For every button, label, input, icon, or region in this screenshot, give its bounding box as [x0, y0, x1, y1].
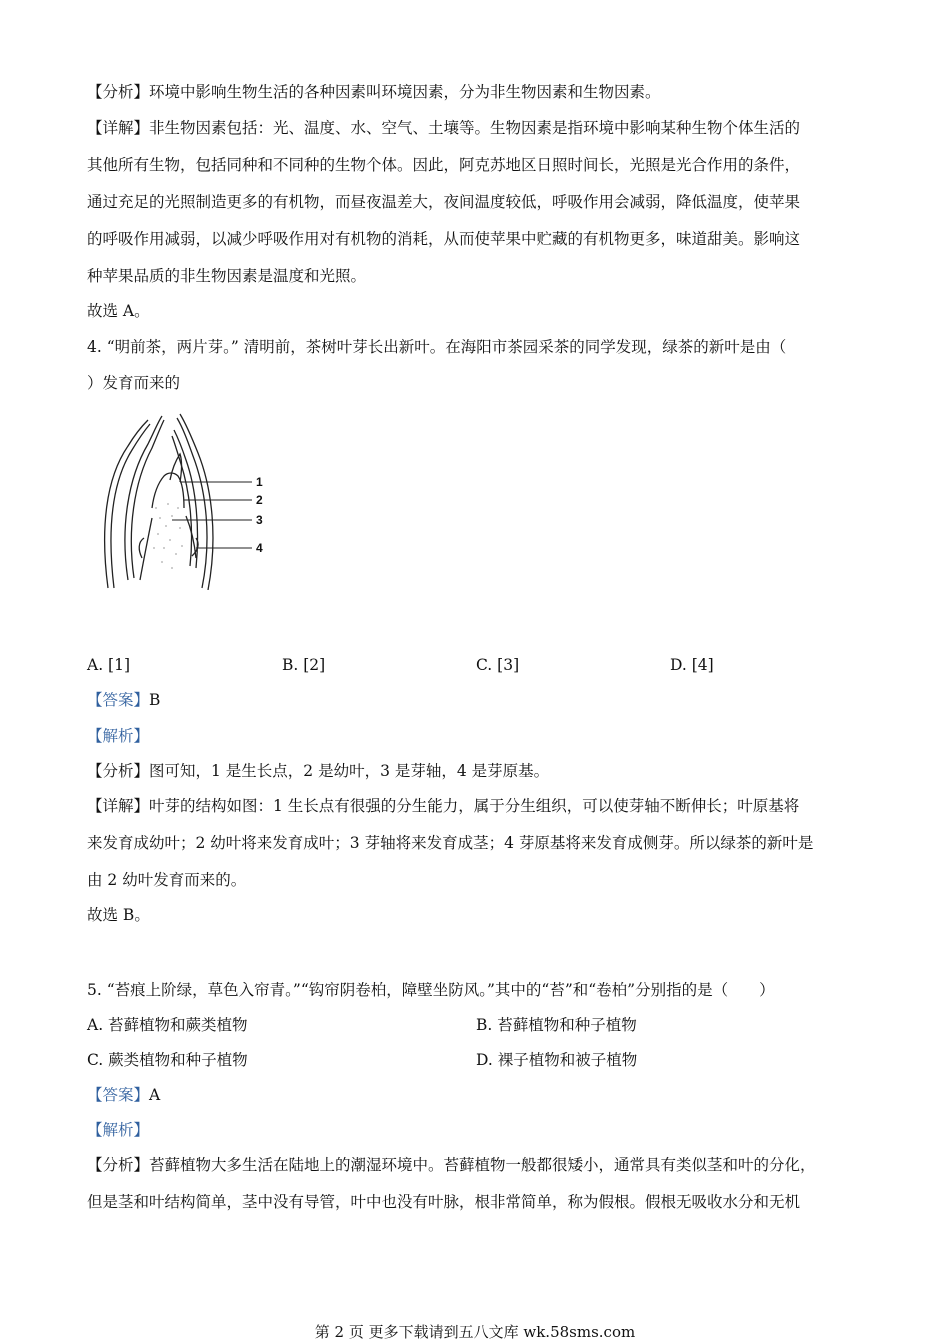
option-a: A. [1] — [87, 656, 131, 674]
paragraph-line: 其他所有生物，包括同种和不同种的生物个体。因此，阿克苏地区日照时间长，光照是光合作用的条件， — [87, 156, 801, 174]
detail-line — [87, 118, 800, 138]
section-tag: 【分析】 — [87, 1156, 150, 1174]
option-c: C. 蕨类植物和种子植物 — [87, 1051, 248, 1069]
paragraph-line: 由 2 幼叶发育而来的。 — [87, 871, 247, 889]
section-tag: 【分析】 — [87, 762, 150, 780]
bud-base — [140, 516, 196, 580]
paragraph-text: 环境中影响生物生活的各种因素叫环境因素，分为非生物因素和生物因素。 — [149, 83, 661, 101]
paragraph-line: 通过充足的光照制造更多的有机物，而昼夜温差大，夜间温度较低，呼吸作用会减弱，降低温度，使苹果 — [87, 193, 801, 211]
paragraph-text: 图可知，1 是生长点，2 是幼叶，3 是芽轴，4 是芽原基。 — [149, 762, 550, 780]
stipple-texture — [153, 503, 182, 568]
figure-label-1: 1 — [256, 475, 263, 489]
answer-tag: 【答案】 — [87, 691, 150, 709]
paragraph-line: 种苹果品质的非生物因素是温度和光照。 — [87, 267, 367, 285]
paragraph-text: 非生物因素包括：光、温度、水、空气、土壤等。生物因素是指环境中影响某种生物个体生活的 — [149, 119, 801, 137]
option-d: D. [4] — [670, 656, 714, 674]
option-a: A. 苔藓植物和蕨类植物 — [87, 1016, 248, 1034]
paragraph-line: 但是茎和叶结构简单，茎中没有导管，叶中也没有叶脉，根非常简单，称为假根。假根无吸收水分和无机 — [87, 1193, 801, 1211]
analysis-line — [87, 761, 549, 781]
analysis-line — [87, 82, 661, 102]
answer-tag: 【答案】 — [87, 1086, 150, 1104]
section-tag: 【详解】 — [87, 119, 150, 137]
page-footer: 第 2 页 更多下载请到五八文库 wk.58sms.com — [314, 1323, 636, 1341]
question-4-stem-cont: ）发育而来的 — [87, 374, 181, 392]
figure-label-3: 3 — [256, 513, 263, 527]
paragraph-text: 苔藓植物大多生活在陆地上的潮湿环境中。苔藓植物一般都很矮小，通常具有类似茎和叶的分化， — [149, 1156, 816, 1174]
option-c: C. [3] — [476, 656, 520, 674]
paragraph-text: 叶芽的结构如图：1 生长点有很强的分生能力，属于分生组织，可以使芽轴不断伸长；叶原基将 — [149, 797, 800, 815]
question-5-stem: 5. “苔痕上阶绿，草色入帘青。”“钩帘阴卷柏，障壁坐防风。”其中的“苔”和“卷柏”分别指的是（ ） — [87, 981, 775, 999]
answer-value: B — [149, 691, 161, 709]
option-d: D. 裸子植物和被子植物 — [476, 1051, 638, 1069]
analysis-line — [87, 1155, 816, 1175]
conclusion-line: 故选 B。 — [87, 906, 150, 924]
explanation-tag: 【解析】 — [87, 727, 150, 745]
section-tag: 【详解】 — [87, 797, 150, 815]
growing-point — [152, 473, 184, 508]
question-4-stem: 4. “明前茶，两片芽。” 清明前，茶树叶芽长出新叶。在海阳市茶园采茶的同学发现，绿茶的新叶是由（ — [87, 338, 787, 356]
detail-line — [87, 796, 799, 816]
conclusion-line: 故选 A。 — [87, 302, 150, 320]
paragraph-line: 的呼吸作用减弱，以减少呼吸作用对有机物的消耗，从而使苹果中贮藏的有机物更多，味道甜美。影响这 — [87, 230, 801, 248]
answer-value: A — [149, 1086, 161, 1104]
middle-scale-left — [125, 416, 162, 580]
figure-label-4: 4 — [256, 541, 263, 555]
section-tag: 【分析】 — [87, 83, 150, 101]
leaf-bud-diagram — [100, 408, 275, 590]
option-b: B. 苔藓植物和种子植物 — [476, 1016, 637, 1034]
answer-line — [87, 1085, 160, 1105]
paragraph-line: 来发育成幼叶；2 幼叶将来发育成叶；3 芽轴将来发育成茎；4 芽原基将来发育成侧芽。所以绿茶的新叶是 — [87, 834, 814, 852]
option-b: B. [2] — [282, 656, 326, 674]
explanation-tag: 【解析】 — [87, 1121, 150, 1139]
figure-label-2: 2 — [256, 493, 263, 507]
answer-line — [87, 690, 160, 710]
